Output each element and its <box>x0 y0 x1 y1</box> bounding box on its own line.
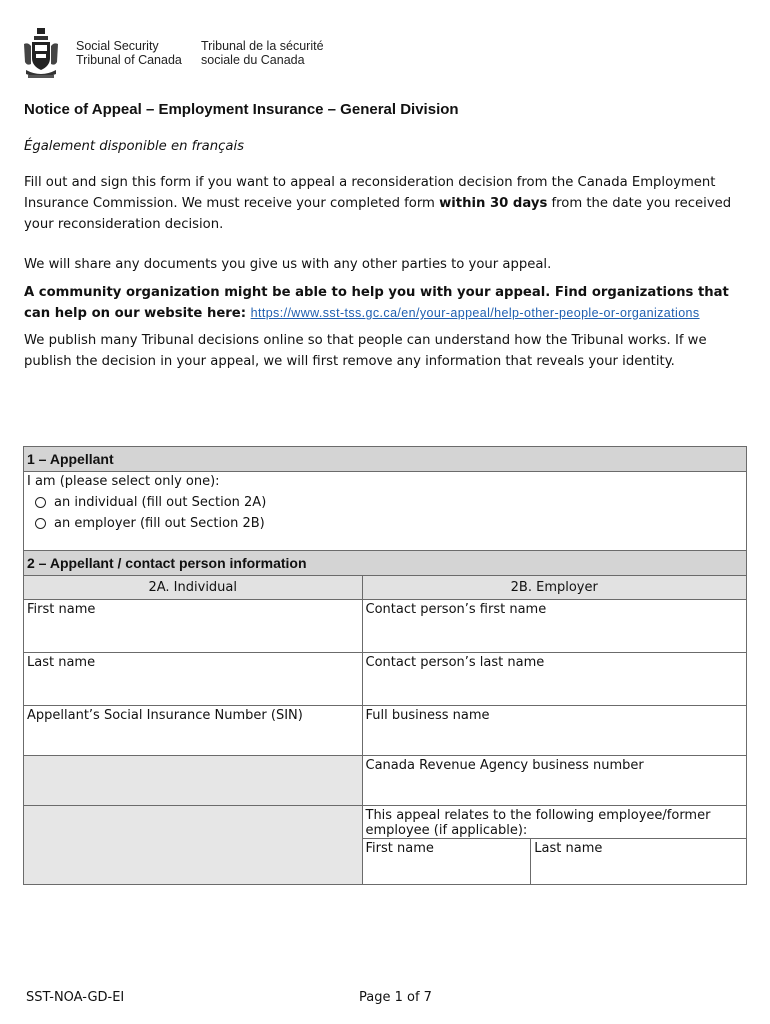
radio-individual-label: an individual (fill out Section 2A) <box>54 495 267 510</box>
business-name-label: Full business name <box>365 708 490 723</box>
sharing-notice: We will share any documents you give us with any other parties to your appeal. <box>24 257 552 272</box>
intro-paragraph-deadline <box>24 172 744 235</box>
employee-last-name-field[interactable] <box>531 839 747 885</box>
community-help-paragraph <box>24 282 744 324</box>
sin-label: Appellant’s Social Insurance Number (SIN) <box>27 708 303 723</box>
intro-text: Fill out and sign this form if you want to appeal a reconsideration decision from the Canada Employment Insurance Commission. We must receive your completed form <box>24 175 716 211</box>
form-title: Notice of Appeal – Employment Insurance – General Division <box>24 101 459 118</box>
employee-note-cell <box>362 806 747 839</box>
agency-name-french <box>201 39 324 67</box>
radio-employer-label: an employer (fill out Section 2B) <box>54 516 265 531</box>
radio-circle-icon[interactable] <box>35 518 46 529</box>
cra-number-field[interactable] <box>362 756 747 806</box>
agency-fr-line1: Tribunal de la sécurité <box>201 39 324 53</box>
radio-circle-icon[interactable] <box>35 497 46 508</box>
form-code: SST-NOA-GD-EI <box>26 990 125 1005</box>
employee-note: This appeal relates to the following employee/former employee (if applicable): <box>365 808 711 838</box>
cra-number-label: Canada Revenue Agency business number <box>365 758 644 773</box>
deadline-emphasis: within 30 days <box>439 196 548 211</box>
agency-name-english <box>76 39 201 67</box>
employee-first-name-label: First name <box>365 841 434 856</box>
appeal-form-table <box>23 446 747 885</box>
business-name-field[interactable] <box>362 706 747 756</box>
blank-grey-cell <box>24 756 363 806</box>
employee-first-name-field[interactable] <box>362 839 531 885</box>
column-heading-employer: 2B. Employer <box>362 576 747 600</box>
radio-employer[interactable] <box>35 516 743 531</box>
employee-last-name-label: Last name <box>534 841 603 856</box>
last-name-label: Last name <box>27 655 96 670</box>
header <box>22 26 324 80</box>
section-1-heading: 1 – Appellant <box>24 447 747 472</box>
last-name-field[interactable] <box>24 653 363 706</box>
contact-first-name-field[interactable] <box>362 600 747 653</box>
canada-coat-of-arms-icon <box>22 26 60 80</box>
french-availability-note: Également disponible en français <box>24 139 244 154</box>
contact-last-name-field[interactable] <box>362 653 747 706</box>
help-organizations-link[interactable]: https://www.sst-tss.gc.ca/en/your-appeal/help-other-people-or-organizations <box>250 306 700 320</box>
publication-notice: We publish many Tribunal decisions online so that people can understand how the Tribunal works. If we publish the decision in your appeal, we will first remove any information that reveals your identity. <box>24 333 707 369</box>
column-heading-individual: 2A. Individual <box>24 576 363 600</box>
agency-en-line1: Social Security <box>76 39 159 53</box>
sin-field[interactable] <box>24 706 363 756</box>
first-name-field[interactable] <box>24 600 363 653</box>
blank-grey-cell-2 <box>24 806 363 885</box>
appellant-type-cell <box>24 472 747 551</box>
appellant-type-prompt: I am (please select only one): <box>27 474 220 489</box>
section-2-heading: 2 – Appellant / contact person information <box>24 551 747 576</box>
first-name-label: First name <box>27 602 96 617</box>
community-help-text: A community organization might be able to help you with your appeal. Find organizations that can help on our website here: <box>24 285 729 321</box>
intro-text-end: from the date you received your reconsideration decision. <box>24 196 732 232</box>
agency-en-line2: Tribunal of Canada <box>76 53 182 67</box>
page-number: Page 1 of 7 <box>359 990 432 1005</box>
agency-fr-line2: sociale du Canada <box>201 53 305 67</box>
contact-first-name-label: Contact person’s first name <box>365 602 547 617</box>
contact-last-name-label: Contact person’s last name <box>365 655 545 670</box>
radio-individual[interactable] <box>35 495 743 510</box>
